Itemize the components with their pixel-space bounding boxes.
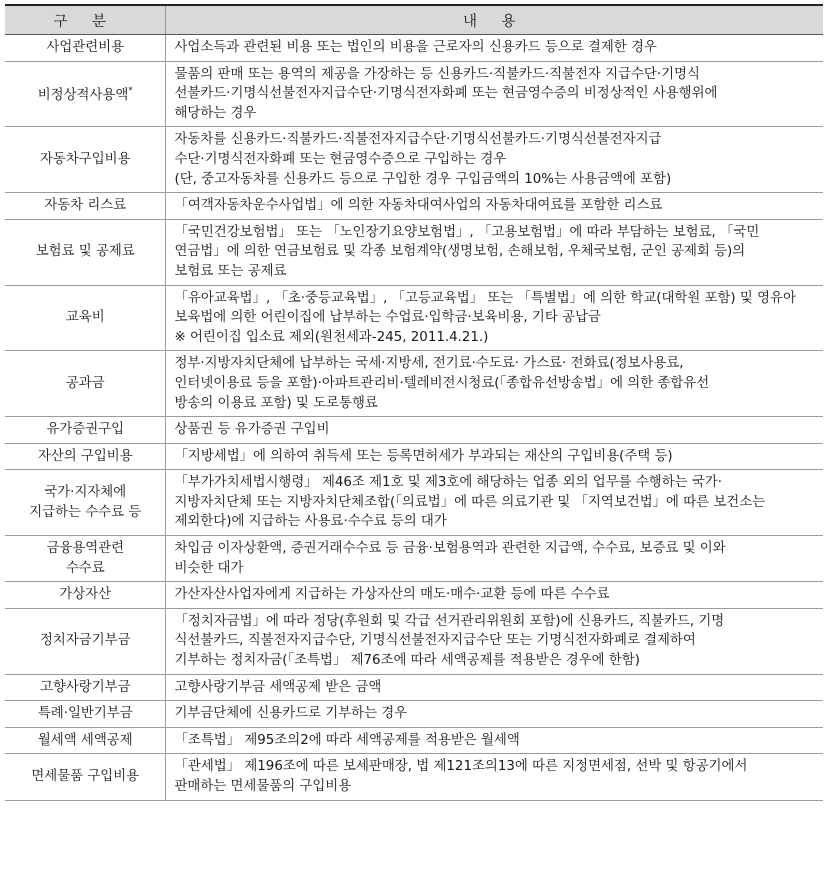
table-row [5, 443, 823, 470]
row-category [5, 193, 165, 220]
content-line: 보육법에 의한 어린이집에 납부하는 수업료·입학금·보육비용, 기타 공납금 [174, 310, 601, 326]
row-content [165, 127, 823, 193]
category-line: 가상자산 [59, 587, 112, 603]
content-line: 「여객자동차운수사업법」에 의한 자동차대여사업의 자동차대여료를 포함한 리스료 [174, 198, 663, 214]
category-line: 특례·일반기부금 [37, 706, 133, 722]
row-content [165, 35, 823, 62]
row-content [165, 674, 823, 701]
content-line: 「국민건강보험법」 또는 「노인장기요양보험법」, 「고용보험법」에 따라 부담하는 보험료, 「국민 [174, 224, 760, 240]
category-line: 자산의 구입비용 [37, 448, 133, 464]
category-line: 면세물품 구입비용 [31, 769, 140, 785]
row-content [165, 417, 823, 444]
content-line: 고향사랑기부금 세액공제 받은 금액 [174, 679, 382, 695]
table-header-row [5, 5, 823, 35]
table-row [5, 351, 823, 417]
table-row [5, 727, 823, 754]
content-line: 「부가가치세법시행령」 제46조 제1호 및 제3호에 해당하는 업종 외의 업무를 수행하는 국가· [174, 475, 722, 491]
row-content [165, 536, 823, 582]
content-line: 「관세법」 제196조에 따른 보세판매장, 법 제121조의13에 따른 지정면세점, 선박 및 항공기에서 [174, 759, 748, 775]
row-category [5, 351, 165, 417]
category-line: 지급하는 수수료 등 [29, 504, 142, 520]
table-row [5, 536, 823, 582]
header-content: 내 용 [165, 5, 823, 35]
row-content [165, 754, 823, 800]
row-content [165, 701, 823, 728]
content-line: 연금법」에 의한 연금보험료 및 각종 보험계약(생명보험, 손해보험, 우체국보험, 군인 공제회 등)의 [174, 244, 746, 260]
table-row [5, 127, 823, 193]
row-category [5, 608, 165, 674]
row-content [165, 470, 823, 536]
footnote-mark: * [128, 86, 133, 97]
content-line: (단, 중고자동차를 신용카드 등으로 구입한 경우 구입금액의 10%는 사용금액에 포함) [174, 171, 672, 187]
row-category [5, 285, 165, 351]
expense-exclusion-table [5, 4, 823, 801]
content-line: 정부·지방자치단체에 납부하는 국세·지방세, 전기료·수도료· 가스료· 전화료(정보사용료, [174, 356, 684, 372]
category-line: 월세액 세액공제 [37, 732, 133, 748]
category-line: 수수료 [65, 560, 105, 576]
row-category [5, 754, 165, 800]
content-line: 기부금단체에 신용카드로 기부하는 경우 [174, 706, 408, 722]
table-row [5, 417, 823, 444]
content-line: 상품권 등 유가증권 구입비 [174, 422, 330, 438]
content-line: 식선불카드, 직불전자지급수단, 기명식선불전자지급수단 또는 기명식전자화폐로 결제하여 [174, 633, 696, 649]
category-line: 자동차구입비용 [39, 151, 131, 167]
row-category [5, 127, 165, 193]
category-line [14, 82, 157, 106]
content-line: 제외한다)에 지급하는 사용료·수수료 등의 대가 [174, 514, 447, 530]
table-row [5, 701, 823, 728]
category-line: 유가증권구입 [46, 422, 125, 438]
table-row [5, 470, 823, 536]
header-category: 구 분 [5, 5, 165, 35]
content-line: 물품의 판매 또는 용역의 제공을 가장하는 등 신용카드·직불카드·직불전자 지급수단·기명식 [174, 66, 700, 82]
content-line: 가산자산사업자에게 지급하는 가상자산의 매도·매수·교환 등에 따른 수수료 [174, 587, 610, 603]
row-category [5, 417, 165, 444]
content-line: 방송의 이용료 포함) 및 도로통행료 [174, 395, 378, 411]
row-category [5, 61, 165, 127]
content-line: 보험료 또는 공제료 [174, 263, 287, 279]
row-category [5, 219, 165, 285]
content-line: 지방자치단체 또는 지방자치단체조합(「의료법」에 따른 의료기관 및 「지역보건법」에 따른 보건소는 [174, 494, 766, 510]
content-line: 「조특법」 제95조의2에 따라 세액공제를 적용받은 월세액 [174, 732, 520, 748]
content-line: 선불카드·기명식선불전자지급수단·기명식전자화폐 또는 현금영수증의 비정상적인 사용행위에 [174, 86, 718, 102]
category-line: 정치자금기부금 [39, 633, 131, 649]
row-content [165, 582, 823, 609]
table-body [5, 35, 823, 801]
category-line: 보험료 및 공제료 [35, 244, 135, 260]
row-category [5, 443, 165, 470]
content-line: 자동차를 신용카드·직불카드·직불전자지급수단·기명식선불카드·기명식선불전자지급 [174, 132, 662, 148]
content-line: 기부하는 정치자금(「조특법」 제76조에 따라 세액공제를 적용받은 경우에 한함) [174, 653, 640, 669]
row-content [165, 193, 823, 220]
content-line: 「유아교육법」, 「초·중등교육법」, 「고등교육법」 또는 「특별법」에 의한 학교(대학원 포함) 및 영유아 [174, 290, 796, 306]
table-row [5, 285, 823, 351]
row-category [5, 701, 165, 728]
category-line: 자동차 리스료 [44, 198, 127, 214]
row-category [5, 582, 165, 609]
content-line: 차입금 이자상환액, 증권거래수수료 등 금융·보험용역과 관련한 지급액, 수수료, 보증료 및 이와 [174, 541, 726, 557]
table-row [5, 61, 823, 127]
category-line: 사업관련비용 [46, 40, 125, 55]
content-line: 「정치자금법」에 따라 정당(후원회 및 각급 선거관리위원회 포함)에 신용카드, 직불카드, 기명 [174, 613, 725, 629]
category-line: 공과금 [65, 375, 105, 391]
row-category [5, 727, 165, 754]
content-line: 「지방세법」에 의하여 취득세 또는 등록면허세가 부과되는 재산의 구입비용(주택 등) [174, 448, 673, 464]
table-row [5, 193, 823, 220]
content-line: 비슷한 대가 [174, 560, 244, 576]
row-category [5, 35, 165, 62]
content-line: 해당하는 경우 [174, 105, 257, 121]
table-row [5, 219, 823, 285]
content-line: 사업소득과 관련된 비용 또는 법인의 비용을 근로자의 신용카드 등으로 결제한 경우 [174, 40, 657, 55]
row-content [165, 608, 823, 674]
category-line: 교육비 [65, 310, 105, 326]
table-container [5, 4, 823, 801]
row-content [165, 727, 823, 754]
row-category [5, 536, 165, 582]
row-content [165, 443, 823, 470]
table-row [5, 754, 823, 800]
category-text: 비정상적사용액 [37, 88, 129, 104]
row-content [165, 61, 823, 127]
row-category [5, 674, 165, 701]
content-line: 인터넷이용료 등을 포함)·아파트관리비·텔레비전시청료(「종합유선방송법」에 의한 종합유선 [174, 375, 710, 391]
content-line: ※ 어린이집 입소료 제외(원천세과-245, 2011.4.21.) [174, 329, 489, 345]
row-content [165, 219, 823, 285]
row-content [165, 351, 823, 417]
table-row [5, 35, 823, 62]
row-content [165, 285, 823, 351]
category-line: 국가·지자체에 [44, 485, 127, 501]
content-line: 판매하는 면세물품의 구입비용 [174, 779, 352, 794]
row-category [5, 470, 165, 536]
category-line: 금융용역관련 [46, 541, 125, 557]
table-row [5, 582, 823, 609]
table-row [5, 674, 823, 701]
content-line: 수단·기명식전자화폐 또는 현금영수증으로 구입하는 경우 [174, 151, 507, 167]
category-line: 고향사랑기부금 [39, 679, 131, 695]
table-row [5, 608, 823, 674]
